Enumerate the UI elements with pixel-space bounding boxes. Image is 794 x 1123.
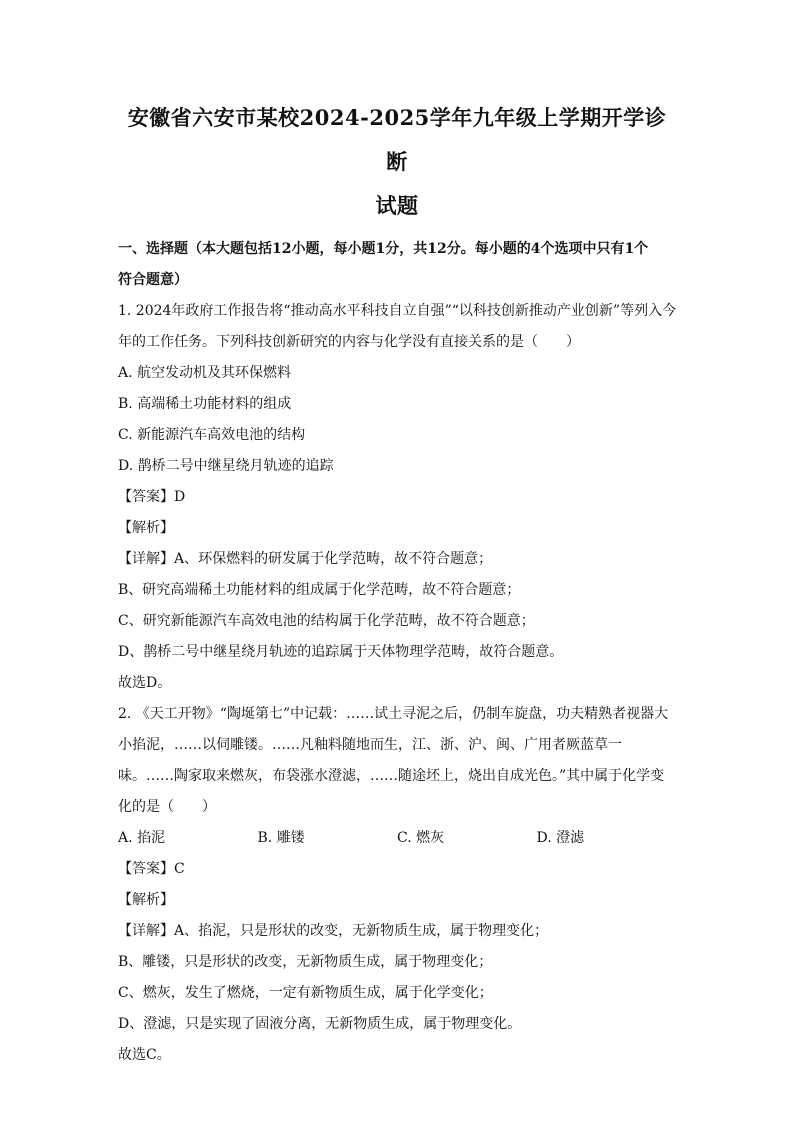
- q1-stem-line1: 1. 2024年政府工作报告将“推动高水平科技自立自强”“以科技创新推动产业创新”等列入今: [118, 303, 677, 319]
- q2-answer: 【答案】C: [118, 861, 185, 877]
- q2-option-a: A. 掐泥: [118, 830, 166, 846]
- document-title-line1: 安徽省六安市某校2024-2025学年九年级上学期开学诊断: [127, 105, 667, 174]
- q2-detail-3: C、燃灰，发生了燃烧，一定有新物质生成，属于化学变化；: [118, 985, 493, 1001]
- q1-detail-3: C、研究新能源汽车高效电池的结构属于化学范畴，故不符合题意；: [118, 613, 535, 629]
- q1-detail-2: B、研究高端稀土功能材料的组成属于化学范畴，故不符合题意；: [118, 582, 521, 598]
- q2-stem-line3: 味。……陶家取来燃灰，布袋涨水澄滤，……随途坯上，烧出自成光色。”其中属于化学变: [118, 768, 665, 784]
- q1-option-b: B. 高端稀土功能材料的组成: [118, 396, 292, 412]
- q1-detail-1: 【详解】A、环保燃料的研发属于化学范畴，故不符合题意；: [118, 551, 493, 567]
- q2-detail-1: 【详解】A、掐泥，只是形状的改变，无新物质生成，属于物理变化；: [118, 923, 549, 939]
- q2-stem-line1: 2. 《天工开物》“陶埏第七”中记载：……试土寻泥之后，仍制车旋盘，功夫精熟者视器大: [118, 706, 669, 722]
- q2-option-b: B. 雕镂: [257, 830, 305, 846]
- document-title-line2: 试题: [375, 193, 419, 218]
- q2-option-c: C. 燃灰: [397, 830, 445, 846]
- q2-options-row: [118, 823, 676, 854]
- q2-detail-4: D、澄滤，只是实现了固液分离，无新物质生成，属于物理变化。: [118, 1016, 522, 1032]
- q1-detail-4: D、鹊桥二号中继星绕月轨迹的追踪属于天体物理学范畴，故符合题意。: [118, 644, 564, 660]
- q1-answer: 【答案】D: [118, 489, 186, 505]
- q2-detail-2: B、雕镂，只是形状的改变，无新物质生成，属于物理变化；: [118, 954, 493, 970]
- q1-analysis-label: 【解析】: [118, 520, 174, 536]
- q2-conclusion: 故选C。: [118, 1047, 171, 1063]
- q2-stem-line2: 小掐泥，……以伺雕镂。……凡釉料随地而生，江、浙、沪、闽、广用者厥蓝草一: [118, 737, 622, 753]
- section-heading-cont: 符合题意）: [118, 272, 188, 288]
- q2-stem-line4: 化的是（ ）: [118, 799, 216, 815]
- section-heading: 一、选择题（本大题包括12小题，每小题1分，共12分。每小题的4个选项中只有1个: [118, 241, 649, 257]
- q1-conclusion: 故选D。: [118, 675, 172, 691]
- q1-option-d: D. 鹊桥二号中继星绕月轨迹的追踪: [118, 458, 334, 474]
- q1-option-a: A. 航空发动机及其环保燃料: [118, 365, 292, 381]
- q1-option-c: C. 新能源汽车高效电池的结构: [118, 427, 306, 443]
- q2-option-d: D. 澄滤: [536, 830, 585, 846]
- q1-stem-line2: 年的工作任务。下列科技创新研究的内容与化学没有直接关系的是（ ）: [118, 334, 580, 350]
- q2-analysis-label: 【解析】: [118, 892, 174, 908]
